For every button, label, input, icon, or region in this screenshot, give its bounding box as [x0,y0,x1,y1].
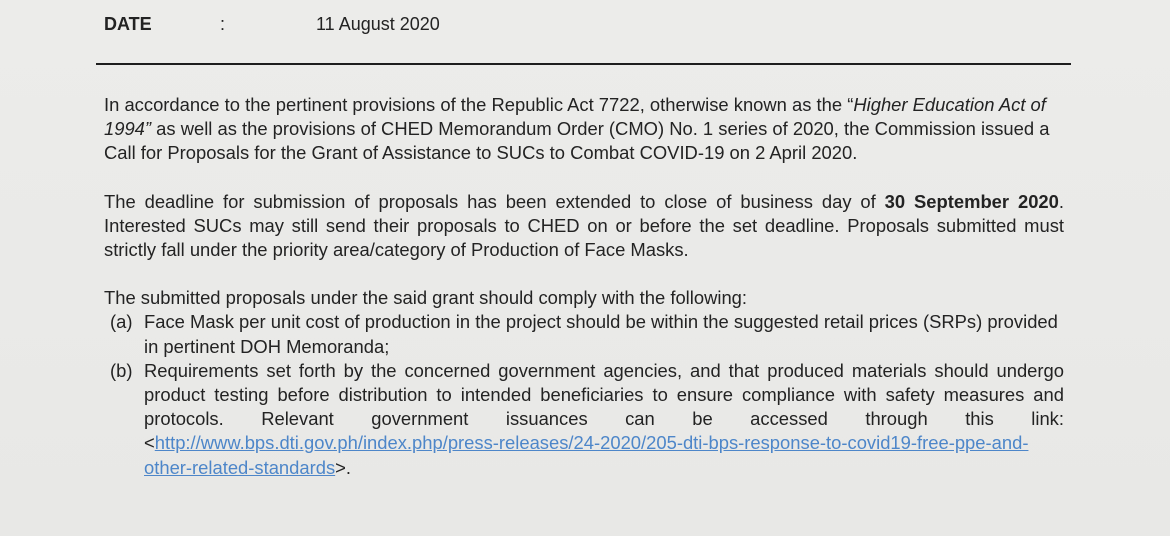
date-colon: : [220,14,226,34]
paragraph-requirements-intro: The submitted proposals under the said grant should comply with the following: [104,287,748,309]
paragraph-2-text-a: The deadline for submission of proposals has been extended to close of business day of [104,190,885,212]
list-item-b-text: Requirements set forth by the concerned government agencies, and that produced materials should undergo product testing before distribution to intended beneficiaries to ensure compliance with safety measures and protocols. Relevant government issuances can be accessed through this link: < [144,359,1064,454]
paragraph-legal-basis [104,93,1064,166]
paragraph-2-text-b: . Interested SUCs may still send their proposals to CHED on or before the set deadline. Proposals submitted must strictly fall under the priority area/category of Production of Face Masks. [104,190,1064,261]
paragraph-1-act-title: Higher Education Act of 1994” [104,94,1046,140]
list-item-b-text-end: >. [335,456,352,478]
requirements-list [104,310,1064,479]
paragraph-deadline [104,190,1064,263]
paragraph-1-text-b: as well as the provisions of CHED Memorandum Order (CMO) No. 1 series of 2020, the Commission issued a Call for Proposals for the Grant of Assistance to SUCs to Combat COVID-19 on 2 April 2020. [104,118,1050,164]
memo-body [104,93,1064,480]
paragraph-1-text-a: In accordance to the pertinent provisions of the Republic Act 7722, otherwise known as the “ [104,94,854,115]
date-label: DATE [104,14,152,34]
list-item-a-marker: (a) [110,311,133,333]
horizontal-rule [96,63,1071,65]
list-item-a-text: Face Mask per unit cost of production in the project should be within the suggested retail prices (SRPs) provided in pertinent DOH Memoranda; [144,311,1058,357]
list-item-b-marker: (b) [110,359,133,381]
date-value: 11 August 2020 [316,14,440,34]
list-item-a [104,310,1064,358]
paragraph-2-deadline-date: 30 September 2020 [884,190,1059,212]
list-item-b [104,359,1064,480]
dti-bps-link[interactable]: http://www.bps.dti.gov.ph/index.php/press-releases/24-2020/205-dti-bps-response-to-covid19-free-ppe-and-other-related-standards [144,432,1029,478]
